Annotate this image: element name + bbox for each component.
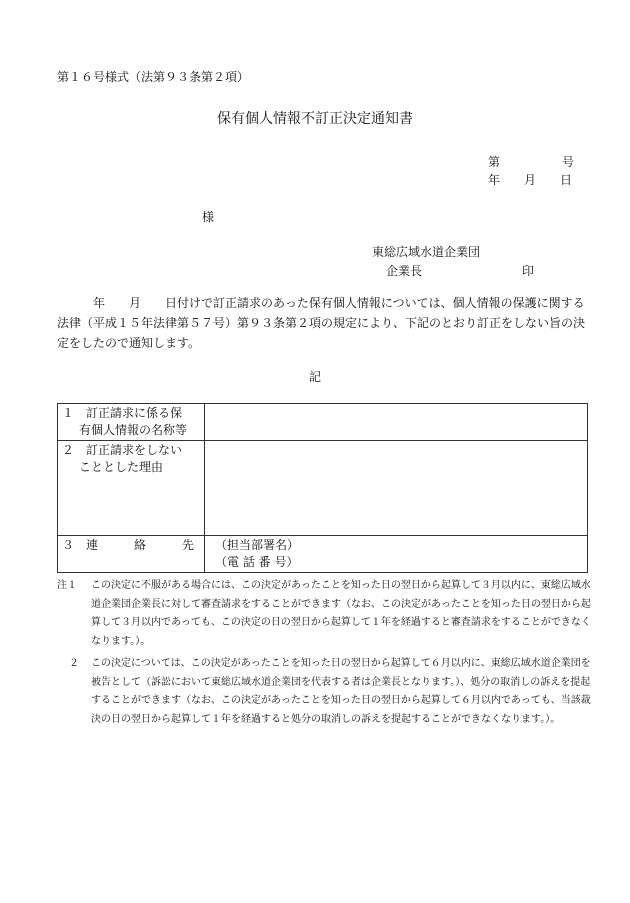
notice-body	[57, 293, 587, 353]
recipient-suffix: 様	[202, 210, 215, 224]
row3-label-text: ３ 連 絡 先	[62, 538, 195, 552]
date-year: 年	[488, 173, 501, 187]
note-text: この決定については、この決定があったことを知った日の翌日から起算して６月以内に、東総広域水道企業団を被告として（訴訟において東総広域水道企業団を代表する者は企業長となります。）、処分の取消しの訴えを提起することができます（なお、この決定があったことを知った日の翌日から起算して６月以内であっても、当該裁決の日の翌日から起算して１年を経過すると処分の取消しの訴えを提起することができなくなります。）。	[91, 658, 591, 725]
row1-label-line1: １ 訂正請求に係る保	[62, 406, 183, 420]
row2-label	[58, 441, 205, 536]
body-month: 月	[129, 296, 142, 310]
note-item	[57, 655, 592, 729]
row1-label	[58, 404, 205, 441]
body-year: 年	[93, 296, 106, 310]
doc-number-go: 号	[562, 155, 575, 169]
row2-label-line2: こととした理由	[79, 460, 164, 474]
row2-label-line1: ２ 訂正請求をしない	[62, 443, 183, 457]
date-day: 日	[560, 173, 573, 187]
date-month: 月	[524, 173, 537, 187]
issuer-title: 企業長	[386, 264, 423, 278]
note-text: この決定に不服がある場合には、この決定があったことを知った日の翌日から起算して３月以内に、東総広域水道企業団企業長に対して審査請求をすることができます（なお、この決定があったことを知った日の翌日から起算して３月以内であっても、この決定の日の翌日から起算して１年を経過すると審査請求をすることができなくなります。）。	[91, 580, 591, 647]
row1-value[interactable]	[205, 404, 588, 441]
issue-date	[488, 171, 572, 188]
row1-label-line2: 有個人情報の名称等	[79, 423, 188, 437]
row3-label	[58, 536, 205, 573]
notes-section	[57, 577, 592, 729]
note-item	[57, 577, 592, 651]
notice-table	[57, 403, 588, 573]
row3-value[interactable]	[205, 536, 588, 573]
table-row	[58, 404, 588, 441]
body-text: 日付けで訂正請求のあった保有個人情報については、個人情報の保護に関する法律（平成１５年法律第５７号）第９３条第２項の規定により、下記のとおり訂正をしない旨の決定をしたので通知します。	[57, 296, 586, 350]
ki-heading: 記	[308, 370, 321, 384]
document-title: 保有個人情報不訂正決定通知書	[217, 111, 413, 127]
contact-phone: （電 話 番 号）	[215, 555, 299, 569]
issuer-organization: 東総広域水道企業団	[372, 245, 481, 259]
contact-dept: （担当部署名）	[215, 538, 300, 552]
note-number: ２	[69, 658, 79, 669]
seal-mark: 印	[522, 264, 535, 278]
row2-value[interactable]	[205, 441, 588, 536]
table-row	[58, 536, 588, 573]
table-row	[58, 441, 588, 536]
form-number: 第１６号様式（法第９３条第２項）	[57, 70, 250, 84]
document-number	[488, 153, 574, 170]
doc-number-dai: 第	[488, 155, 501, 169]
note-number: 注１	[57, 580, 77, 591]
